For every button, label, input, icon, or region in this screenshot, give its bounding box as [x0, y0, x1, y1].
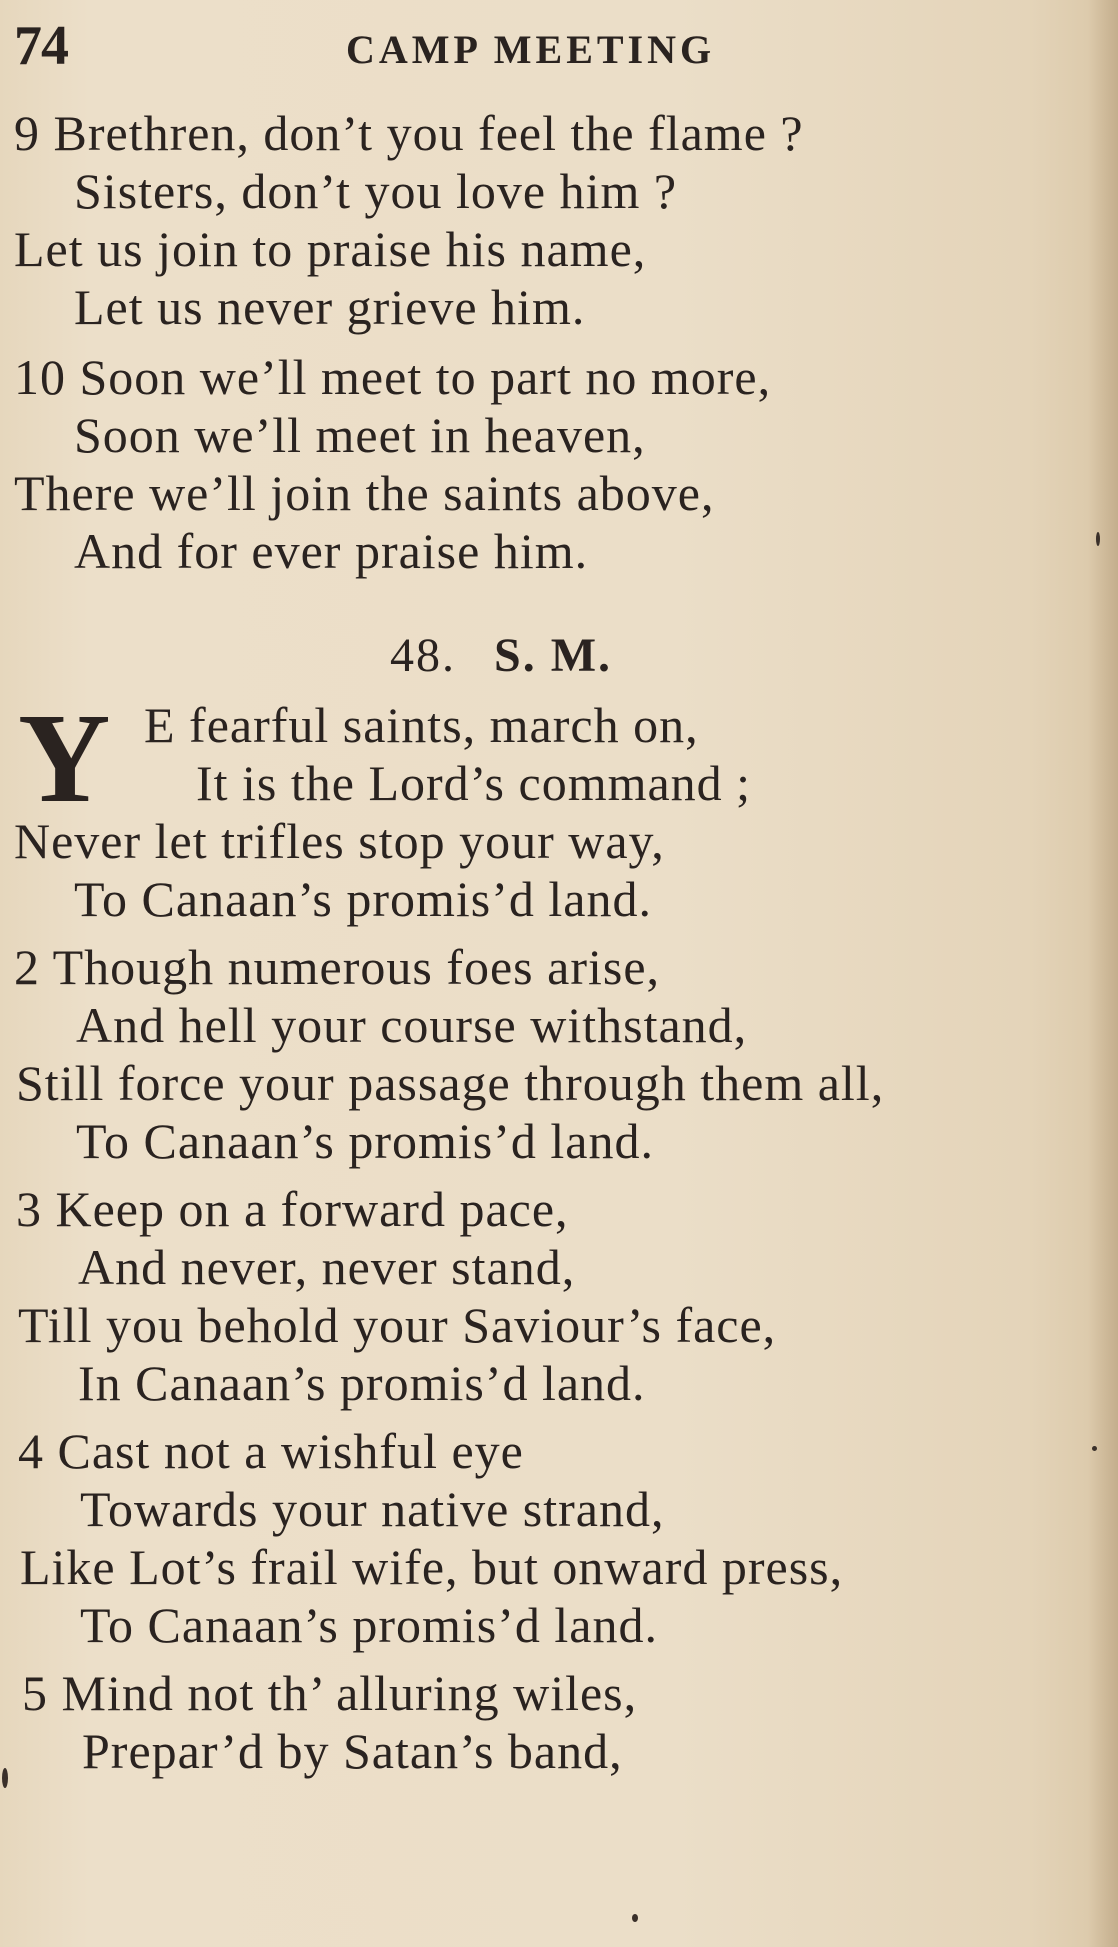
- verse-line: 9 Brethren, don’t you feel the flame ?: [14, 105, 804, 161]
- verse-line: Never let trifles stop your way,: [14, 813, 665, 869]
- verse-line: Prepar’d by Satan’s band,: [82, 1723, 623, 1779]
- page-edge-shadow: [1088, 0, 1118, 1947]
- verse-line: Soon we’ll meet in heaven,: [74, 407, 646, 463]
- verse-line: And for ever praise him.: [74, 523, 589, 579]
- verse-line: 5 Mind not th’ alluring wiles,: [22, 1665, 638, 1721]
- verse-line: It is the Lord’s command ;: [196, 755, 752, 811]
- verse-line: E fearful saints, march on,: [144, 697, 699, 753]
- verse-line: Towards your native strand,: [80, 1481, 665, 1537]
- drop-cap: Y: [18, 687, 111, 829]
- page-number: 74: [14, 15, 68, 77]
- verse-line: To Canaan’s promis’d land.: [80, 1597, 658, 1653]
- hymn-number: 48.: [390, 629, 456, 682]
- verse-line: To Canaan’s promis’d land.: [76, 1113, 654, 1169]
- verse-line: To Canaan’s promis’d land.: [74, 871, 652, 927]
- verse-line: 2 Though numerous foes arise,: [14, 939, 661, 995]
- ink-speck: [632, 1914, 638, 1922]
- ink-speck: [1096, 532, 1100, 546]
- verse-line: And hell your course withstand,: [76, 997, 748, 1053]
- verse-line: 3 Keep on a forward pace,: [16, 1181, 569, 1237]
- hymn-meter: S. M.: [494, 629, 612, 682]
- verse-line: Let us join to praise his name,: [14, 221, 647, 277]
- verse-line: 10 Soon we’ll meet to part no more,: [14, 349, 772, 405]
- verse-line: There we’ll join the saints above,: [14, 465, 715, 521]
- ink-speck: [2, 1768, 8, 1788]
- running-head: CAMP MEETING: [346, 27, 716, 72]
- verse-line: Let us never grieve him.: [74, 279, 586, 335]
- verse-line: 4 Cast not a wishful eye: [18, 1423, 524, 1479]
- verse-line: And never, never stand,: [78, 1239, 576, 1295]
- verse-line: Sisters, don’t you love him ?: [74, 163, 678, 219]
- verse-line: Like Lot’s frail wife, but onward press,: [20, 1539, 844, 1595]
- page-header: [14, 15, 1104, 78]
- verse-line: Still force your passage through them all,: [16, 1055, 885, 1111]
- verse-line: Till you behold your Saviour’s face,: [18, 1297, 777, 1353]
- ink-speck: [1092, 1446, 1097, 1451]
- hymn-heading: [390, 629, 612, 682]
- verse-line: In Canaan’s promis’d land.: [78, 1355, 646, 1411]
